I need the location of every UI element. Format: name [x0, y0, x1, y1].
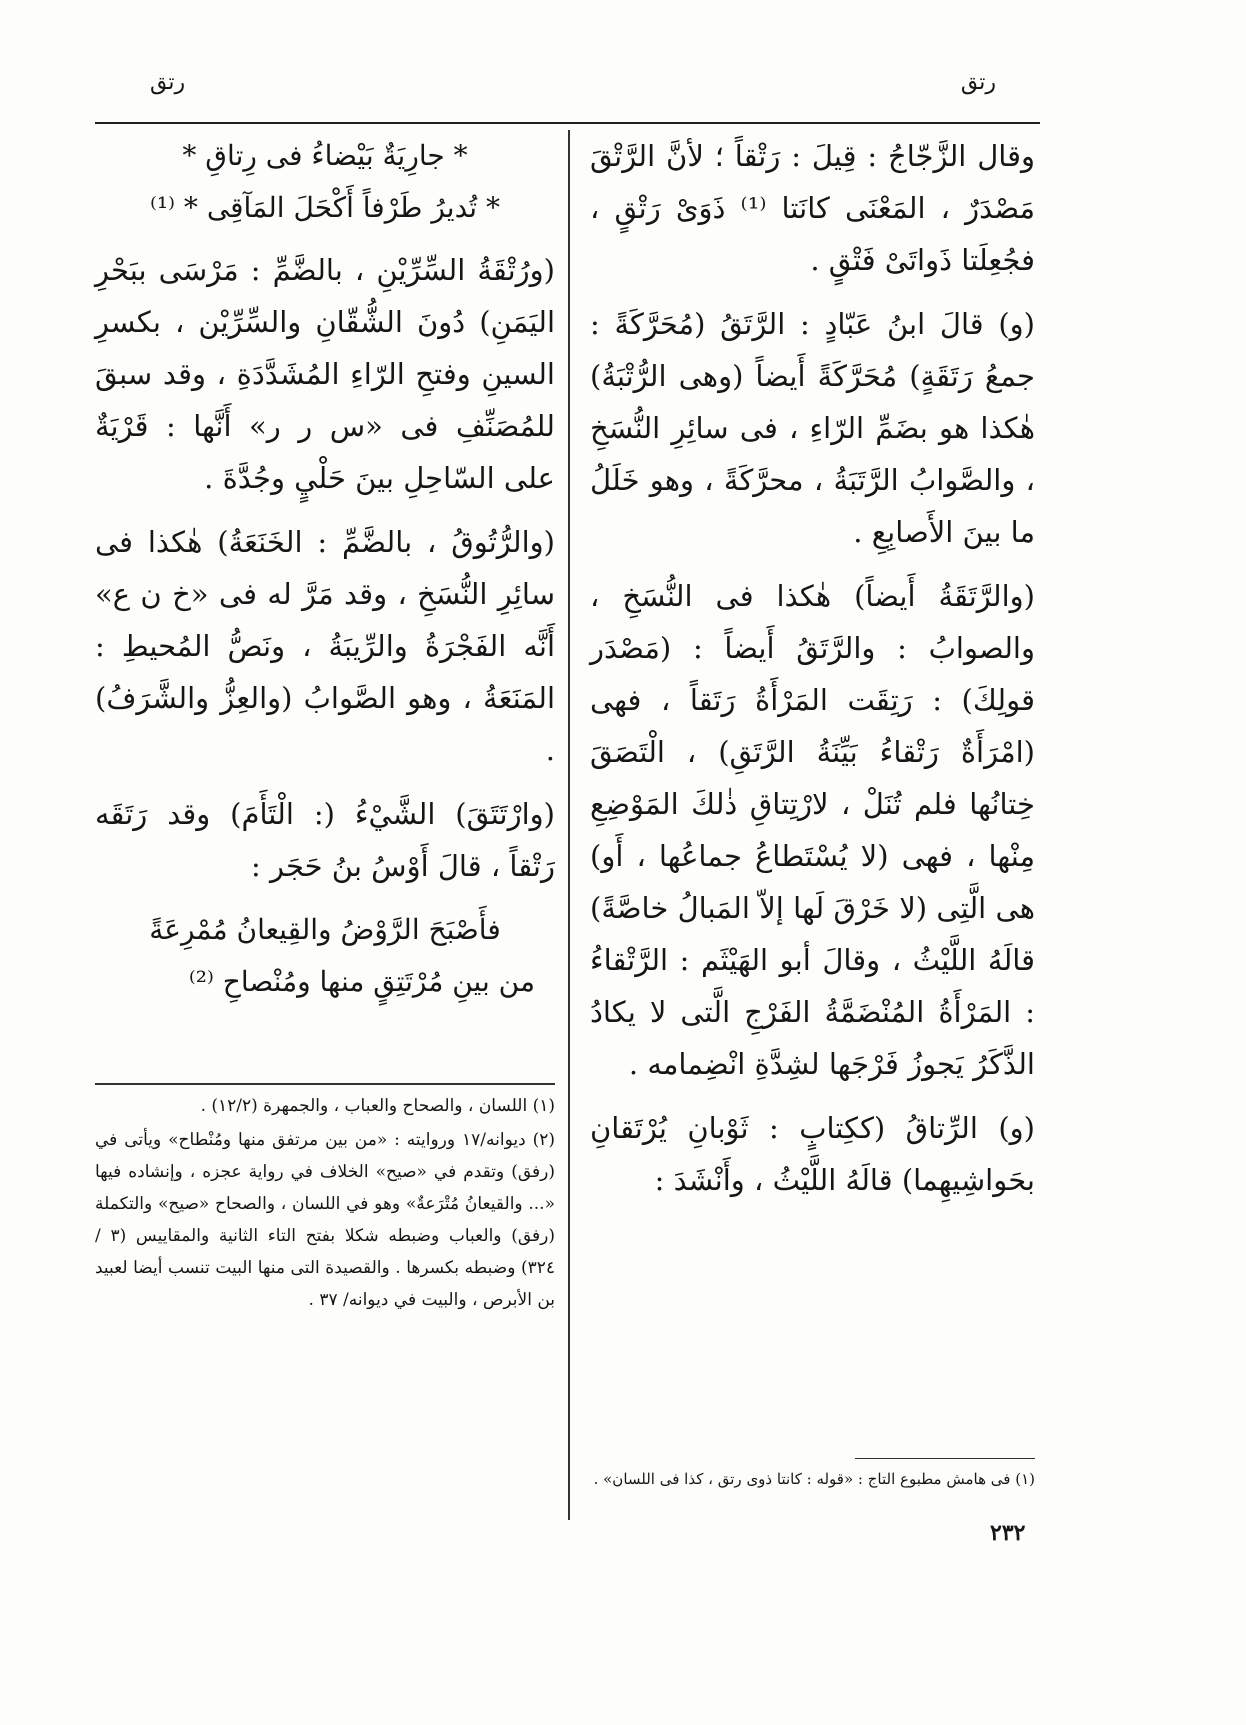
paragraph: وقال الزَّجّاجُ : قِيلَ : رَتْقاً ؛ لأنَّ الرَّتْقَ مَصْدَرٌ ، المَعْنَى كانَتا ⁽¹⁾ ذَوَىْ رَتْقٍ ، فجُعِلَتا ذَواتَىْ فَتْقٍ . — [590, 139, 1036, 277]
paragraph: (والرُّتُوقُ ، بالضَّمِّ : الخَنَعَةُ) هٰكذا فى سائِرِ النُّسَخِ ، وقد مَرَّ له فى «خ ن ع» أَنَّه الفَجْرَةُ والرِّيبَةُ ، ونَصُّ المُحيطِ : المَنَعَةُ ، وهو الصَّوابُ (والعِزُّ والشَّرَفُ) . — [95, 525, 555, 767]
footnote: (١) فى هامش مطبوع التاج : «قوله : كانتا ذوى رتق ، كذا فى اللسان» . — [593, 1470, 1035, 1488]
left-column — [95, 130, 555, 1008]
header-left-root-word: رتق — [150, 70, 186, 95]
paragraph: (و) الرِّتاقُ (ككِتابٍ : ثَوْبانِ يُرْتَقانِ بحَواشِيهِما) قالَهُ اللَّيْثُ ، وأَنْشَدَ : — [590, 1111, 1035, 1197]
footnotes-left — [95, 1090, 555, 1318]
verse-line: من بينِ مُرْتَتِقٍ منها ومُنْصاحِ ⁽²⁾ — [188, 965, 535, 998]
header-rule — [95, 122, 1040, 124]
paragraph: (ورُتْقَةُ السِّرِّيْنِ ، بالضَّمِّ : مَرْسَى ببَحْرِ اليَمَنِ) دُونَ الشُّقّانِ والسِّرِّيْن ، بكسرِ السينِ وفتحِ الرّاءِ المُشَدَّدَةِ ، وقد سبقَ للمُصَنِّفِ فى «س ر ر» أَنَّها : قَرْيَةٌ على السّاحِلِ بينَ حَلْيٍ وجُدَّةَ . — [95, 253, 555, 495]
footnote: (١) اللسان ، والصحاح والعباب ، والجمهرة (١٢/٢) . — [200, 1096, 555, 1116]
column-divider — [568, 130, 570, 1520]
verse-line: * تُديرُ طَرْفاً أَكْحَلَ المَآقِى * ⁽¹⁾ — [150, 191, 500, 224]
footnote-rule — [95, 1083, 555, 1085]
right-column — [590, 130, 1035, 1218]
verse-line: * جارِيَةٌ بَيْضاءُ فى رِتاقِ * — [182, 139, 468, 172]
footnote: (٢) ديوانه/١٧ وروايته : «من بين مرتفق منها ومُنْطاح» ويأتى في (رفق) وتقدم في «صيح» الخلاف في رواية عجزه ، وإنشاده فيها «... والقيعانُ مُتْرَعةٌ» وهو في اللسان ، والصحاح «صيح» والتكملة (رفق) والعباب وضبطه شكلا بفتح التاء الثانية والمقاييس (٣ / ٣٢٤) وضبطه بكسرها . والقصيدة التى منها البيت تنسب أيضا لعبيد بن الأبرص ، والبيت في ديوانه/ ٣٧ . — [95, 1130, 556, 1310]
header-right-root-word: رتق — [960, 70, 996, 95]
paragraph: (و) قالَ ابنُ عَبّادٍ : الرَّتَقُ (مُحَرَّكَةً : جمعُ رَتَقَةٍ) مُحَرَّكَةً أَيضاً (وهى الرُّتْبَةُ) هٰكذا هو بضَمِّ الرّاءِ ، فى سائِرِ النُّسَخِ ، والصَّوابُ الرَّتَبَةُ ، محرَّكَةً ، وهو خَلَلُ ما بينَ الأَصابِعِ . — [590, 307, 1035, 549]
footnote-rule — [855, 1458, 1035, 1459]
page-number: ٢٣٢ — [990, 1520, 1026, 1546]
paragraph: (والرَّتَقَةُ أَيضاً) هٰكذا فى النُّسَخِ ، والصوابُ : والرَّتَقُ أَيضاً : (مَصْدَر قولِكَ) : رَتِقَت المَرْأَةُ رَتَقاً ، فهى (امْرَأَةٌ رَتْقاءُ بَيِّنَةُ الرَّتَقِ) ، الْتَصَقَ خِتانُها فلم تُنَلْ ، لارْتِتاقِ ذٰلكَ المَوْضِعِ مِنْها ، فهى (لا يُسْتَطاعُ جماعُها ، أَو) هى الَّتِى (لا خَرْقَ لَها إلاّ المَبالُ خاصَّةً) قالَهُ اللَّيْثُ ، وقالَ أبو الهَيْثَم : الرَّتْقاءُ : المَرْأَةُ المُنْضَمَّةُ الفَرْجِ الَّتى لا يكادُ الذَّكَرُ يَجوزُ فَرْجَها لشِدَّةِ انْضِمامه . — [590, 579, 1035, 1081]
footnotes-right — [590, 1466, 1035, 1494]
verse-line: فأَصْبَحَ الرَّوْضُ والقِيعانُ مُمْرِعَةً — [149, 913, 501, 946]
paragraph: (وارْتَتَقَ) الشَّيْءُ (: الْتَأَمَ) وقد رَتَقَه رَتْقاً ، قالَ أَوْسُ بنُ حَجَر : — [95, 797, 555, 883]
